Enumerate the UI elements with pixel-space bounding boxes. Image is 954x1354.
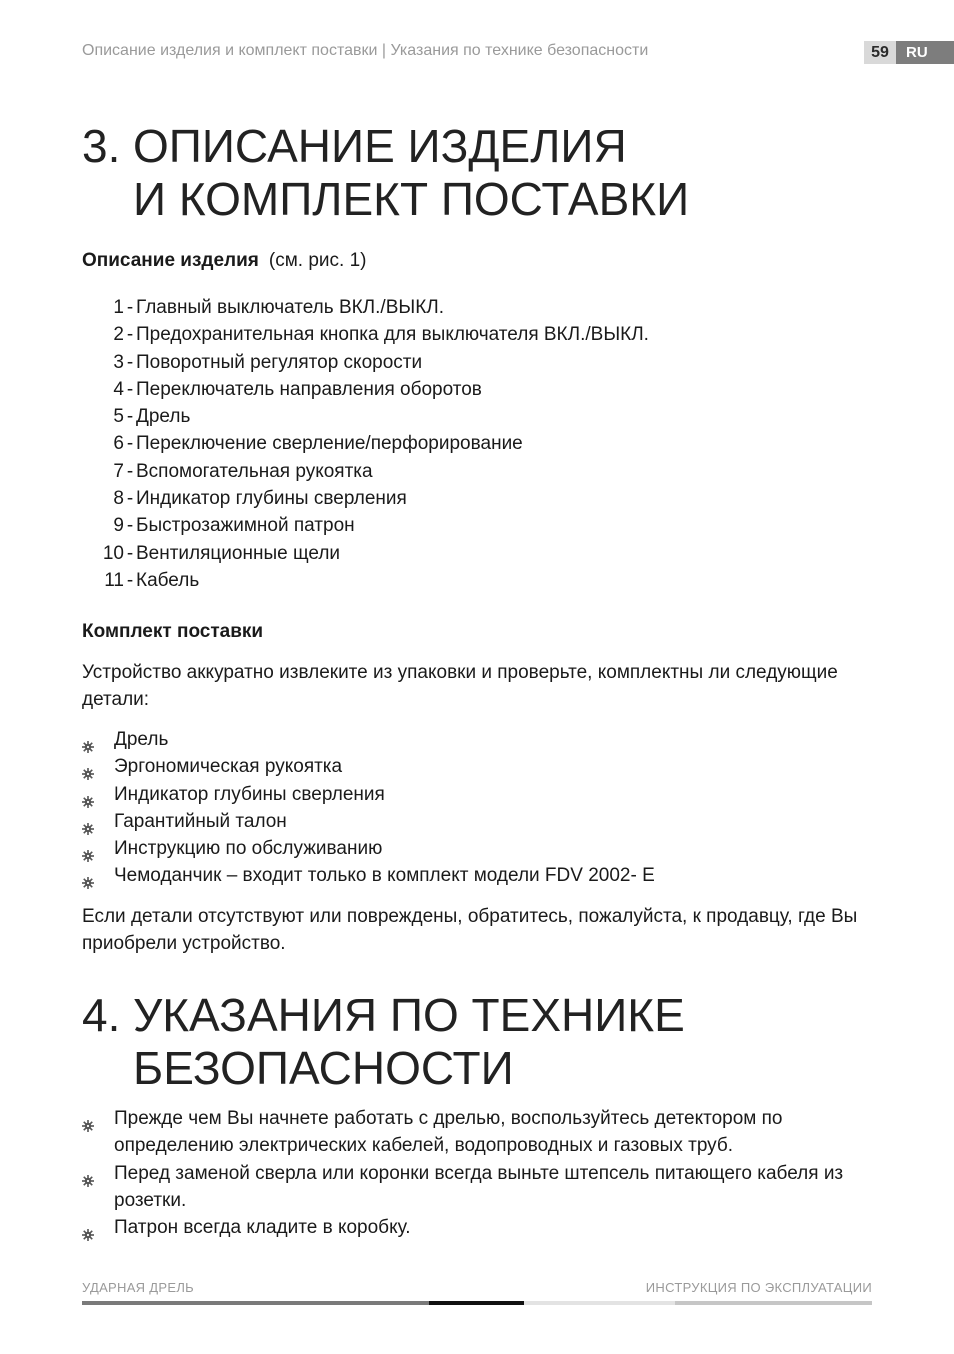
list-item: Гарантийный талон bbox=[82, 808, 872, 835]
list-item: Эргономическая рукоятка bbox=[82, 753, 872, 780]
safety-list bbox=[82, 1105, 872, 1241]
gear-bullet-icon bbox=[82, 761, 94, 773]
description-heading: Описание изделия bbox=[82, 250, 259, 271]
gear-bullet-icon bbox=[82, 870, 94, 882]
list-item: Прежде чем Вы начнете работать с дрелью, воспользуйтесь детектором по определению электрических кабелей, водопроводных и газовых труб. bbox=[82, 1105, 872, 1160]
section-4-title-line1: УКАЗАНИЯ ПО ТЕХНИКЕ bbox=[133, 989, 685, 1041]
footer-rule-segment bbox=[82, 1301, 429, 1305]
section-3-title bbox=[82, 120, 689, 226]
gear-bullet-icon bbox=[82, 1113, 94, 1125]
list-item: Патрон всегда кладите в коробку. bbox=[82, 1214, 872, 1241]
description-heading-row bbox=[82, 250, 367, 272]
section-3-title-line1: ОПИСАНИЕ ИЗДЕЛИЯ bbox=[133, 120, 627, 172]
section-3-title-line2: И КОМПЛЕКТ ПОСТАВКИ bbox=[133, 173, 690, 225]
footer-left: УДАРНАЯ ДРЕЛЬ bbox=[82, 1280, 194, 1295]
gear-bullet-icon bbox=[82, 1222, 94, 1234]
parts-list bbox=[82, 294, 649, 594]
description-note: (см. рис. 1) bbox=[268, 250, 367, 271]
section-3-number: 3. bbox=[82, 120, 121, 172]
language-badge: RU bbox=[896, 41, 954, 64]
gear-bullet-icon bbox=[82, 734, 94, 746]
running-header: Описание изделия и комплект поставки | Указания по технике безопасности bbox=[82, 42, 649, 59]
list-item: Инструкцию по обслуживанию bbox=[82, 835, 872, 862]
gear-bullet-icon bbox=[82, 843, 94, 855]
list-item: Чемоданчик – входит только в комплект модели FDV 2002- E bbox=[82, 862, 872, 889]
list-item: 9 - Быстрозажимной патрон bbox=[113, 515, 355, 537]
gear-bullet-icon bbox=[82, 816, 94, 828]
list-item: 2 - Предохранительная кнопка для выключателя ВКЛ./ВЫКЛ. bbox=[113, 324, 649, 346]
list-item: 3 - Поворотный регулятор скорости bbox=[113, 351, 423, 373]
footer-rule-segment bbox=[675, 1301, 872, 1305]
list-item: 1 - Главный выключатель ВКЛ./ВЫКЛ. bbox=[113, 297, 445, 318]
section-4-title-line2: БЕЗОПАСНОСТИ bbox=[133, 1042, 514, 1094]
list-item: 7 - Вспомогательная рукоятка bbox=[113, 460, 373, 482]
gear-bullet-icon bbox=[82, 789, 94, 801]
section-4-number: 4. bbox=[82, 989, 121, 1041]
footer-right: ИНСТРУКЦИЯ ПО ЭКСПЛУАТАЦИИ bbox=[645, 1280, 872, 1295]
footer-rule-segment bbox=[524, 1301, 675, 1305]
list-item: 5 - Дрель bbox=[113, 406, 191, 428]
list-item: 8 - Индикатор глубины сверления bbox=[113, 488, 407, 510]
list-item: Индикатор глубины сверления bbox=[82, 781, 872, 808]
list-item: 4 - Переключатель направления оборотов bbox=[113, 378, 482, 400]
footer-rule-segment bbox=[429, 1301, 524, 1305]
delivery-outro: Если детали отсутствуют или повреждены, обратитесь, пожалуйста, к продавцу, где Вы приобрели устройство. bbox=[82, 906, 858, 954]
delivery-intro: Устройство аккуратно извлеките из упаковки и проверьте, комплектны ли следующие детали: bbox=[82, 662, 838, 710]
list-item: Перед заменой сверла или коронки всегда выньте штепсель питающего кабеля из розетки. bbox=[82, 1160, 872, 1215]
delivery-list bbox=[82, 726, 872, 890]
gear-bullet-icon bbox=[82, 1168, 94, 1180]
list-item: Дрель bbox=[82, 726, 872, 753]
delivery-heading: Комплект поставки bbox=[82, 621, 264, 642]
page-number: 59 bbox=[864, 41, 896, 64]
list-item: 10 - Вентиляционные щели bbox=[102, 542, 341, 564]
list-item: 11 - Кабель bbox=[104, 569, 200, 591]
section-4-title bbox=[82, 989, 685, 1095]
list-item: 6 - Переключение сверление/перфорирование bbox=[113, 433, 523, 455]
